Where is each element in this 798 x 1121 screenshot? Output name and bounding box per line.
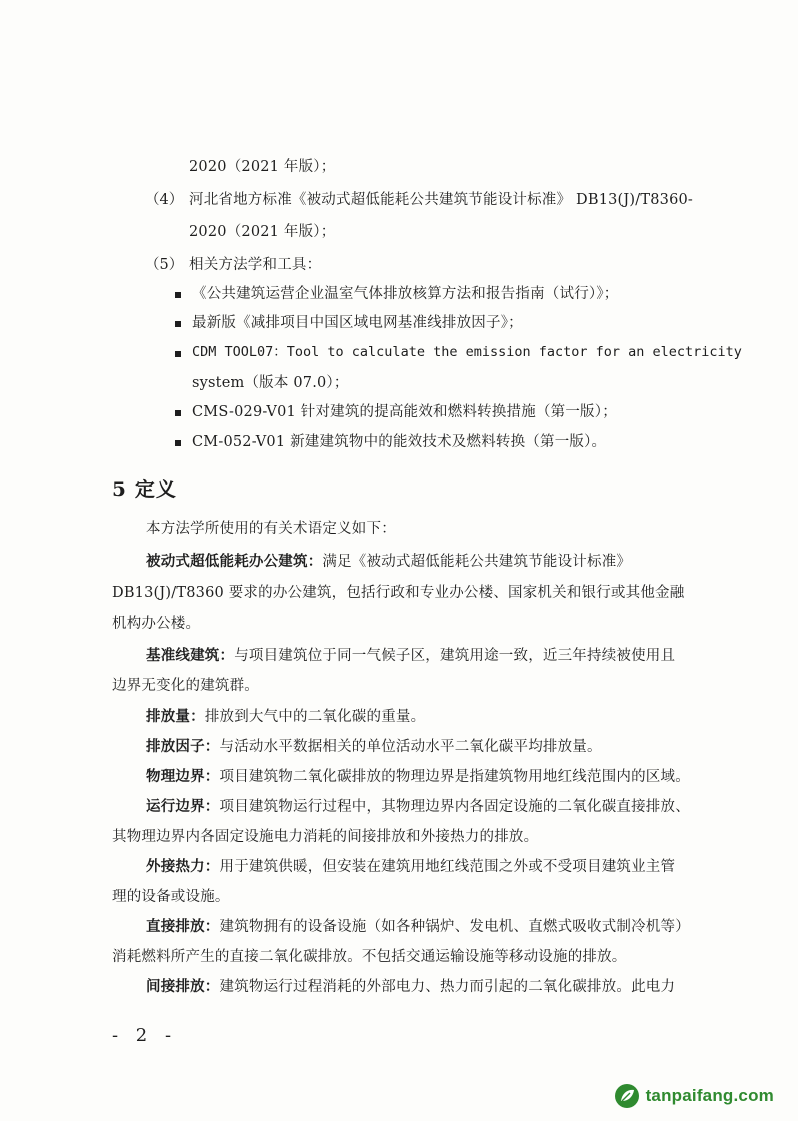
list-item-text: 2020（2021 年版）； [189, 224, 336, 240]
definition-term: 运行边界： [146, 798, 220, 815]
definition-line [146, 857, 675, 877]
definition-text: 排放到大气中的二氧化碳的重量。 [204, 709, 426, 725]
definition-term: 排放量： [146, 708, 205, 725]
bullet-square-icon [175, 351, 181, 357]
definition-line [146, 737, 602, 757]
watermark-text: tanpaifang.com [645, 1086, 774, 1105]
definition-line [146, 767, 690, 787]
definition-term: 被动式超低能耗办公建筑： [146, 553, 323, 570]
definition-line [146, 917, 690, 937]
definition-line: 其物理边界内各固定设施电力消耗的间接排放和外接热力的排放。 [112, 829, 539, 845]
watermark [614, 1083, 774, 1109]
definition-text: 项目建筑物二氧化碳排放的物理边界是指建筑物用地红线范围内的区域。 [219, 769, 690, 785]
definition-text: 建筑物运行过程消耗的外部电力、热力而引起的二氧化碳排放。此电力 [219, 979, 676, 995]
intro-text: 本方法学所使用的有关术语定义如下： [146, 521, 396, 537]
definition-text: 项目建筑物运行过程中，其物理边界内各固定设施的二氧化碳直接排放、 [219, 799, 690, 815]
definition-text: 与活动水平数据相关的单位活动水平二氧化碳平均排放量。 [219, 739, 602, 755]
definition-line: 机构办公楼。 [112, 616, 201, 632]
definition-term: 排放因子： [146, 738, 220, 755]
leaf-logo-icon [614, 1083, 640, 1109]
definition-text: 用于建筑供暖，但安装在建筑用地红线范围之外或不受项目建筑业主管 [219, 859, 676, 875]
list-item-number: （5） [145, 257, 184, 273]
list-item-text: 相关方法学和工具： [189, 257, 322, 273]
bullet-square-icon [175, 440, 181, 446]
section-heading: 5 定义 [112, 477, 177, 501]
definition-line: DB13(J)/T8360 要求的办公建筑，包括行政和专业办公楼、国家机关和银行或其他金融 [112, 585, 685, 601]
definition-term: 间接排放： [146, 978, 220, 995]
bullet-text: CM-052-V01 新建建筑物中的能效技术及燃料转换（第一版）。 [192, 434, 607, 450]
definition-term: 物理边界： [146, 768, 220, 785]
page-number: - 2 - [112, 1025, 178, 1046]
definition-line [146, 646, 675, 666]
list-item-number: （4） [145, 192, 184, 208]
definition-term: 基准线建筑： [146, 647, 235, 664]
bullet-text: 《公共建筑运营企业温室气体排放核算方法和报告指南（试行）》； [192, 286, 619, 302]
bullet-text: CDM TOOL07：Tool to calculate the emission factor for an electricity [192, 344, 742, 360]
definition-line: 消耗燃料所产生的直接二氧化碳排放。不包括交通运输设施等移动设施的排放。 [112, 949, 627, 965]
bullet-square-icon [175, 410, 181, 416]
bullet-text: CMS-029-V01 针对建筑的提高能效和燃料转换措施（第一版）； [192, 404, 617, 420]
list-item-continuation: 2020（2021 年版）； [189, 159, 336, 175]
definition-line [146, 797, 690, 817]
definition-line [146, 552, 631, 572]
bullet-text: system（版本 07.0）； [192, 375, 349, 391]
bullet-square-icon [175, 292, 181, 298]
definition-line [146, 977, 675, 997]
definition-line: 理的设备或设施。 [112, 889, 230, 905]
definition-term: 外接热力： [146, 858, 220, 875]
definition-text: 建筑物拥有的设备设施（如各种锅炉、发电机、直燃式吸收式制冷机等） [219, 919, 690, 935]
definition-term: 直接排放： [146, 918, 220, 935]
definition-text: 满足《被动式超低能耗公共建筑节能设计标准》 [322, 554, 632, 570]
bullet-text: 最新版《减排项目中国区域电网基准线排放因子》； [192, 315, 523, 331]
definition-line [146, 707, 425, 727]
definition-text: 与项目建筑位于同一气候子区，建筑用途一致，近三年持续被使用且 [234, 648, 676, 664]
list-item-text: 河北省地方标准《被动式超低能耗公共建筑节能设计标准》 DB13(J)/T8360- [189, 192, 694, 208]
definition-line: 边界无变化的建筑群。 [112, 678, 259, 694]
bullet-square-icon [175, 321, 181, 327]
